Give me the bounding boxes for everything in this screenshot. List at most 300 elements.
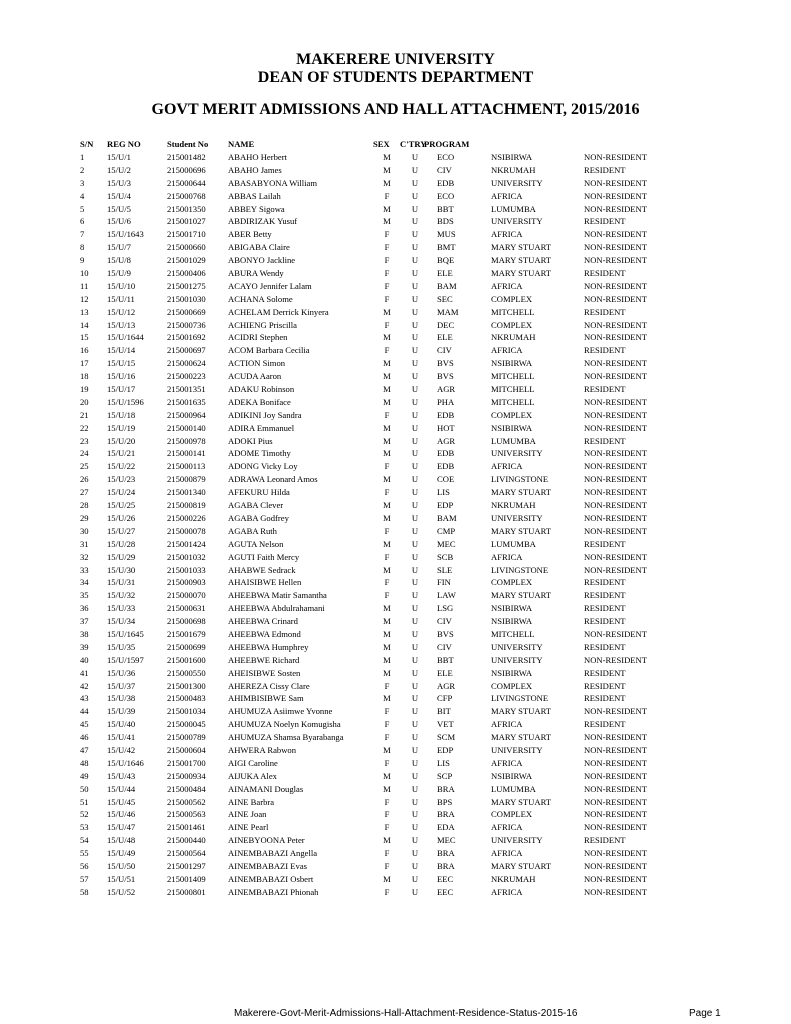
cell-sex: M xyxy=(383,693,391,704)
cell-sn: 58 xyxy=(80,886,89,897)
cell-hall: COMPLEX xyxy=(491,409,533,420)
cell-country: U xyxy=(411,422,419,433)
table-row xyxy=(80,254,680,267)
cell-reg-no: 15/U/37 xyxy=(107,680,136,691)
cell-residence-status: NON-RESIDENT xyxy=(584,177,648,188)
cell-sn: 49 xyxy=(80,770,89,781)
cell-student-no: 215001600 xyxy=(167,654,206,665)
cell-name: ADRAWA Leonard Amos xyxy=(228,474,318,485)
cell-residence-status: NON-RESIDENT xyxy=(584,796,648,807)
cell-name: ACIDRI Stephen xyxy=(228,332,288,343)
cell-student-no: 215000697 xyxy=(167,345,206,356)
cell-name: ACHELAM Derrick Kinyera xyxy=(228,306,329,317)
cell-residence-status: NON-RESIDENT xyxy=(584,461,648,472)
cell-sn: 36 xyxy=(80,603,89,614)
cell-reg-no: 15/U/22 xyxy=(107,461,136,472)
cell-student-no: 215001033 xyxy=(167,564,206,575)
cell-reg-no: 15/U/19 xyxy=(107,422,136,433)
cell-reg-no: 15/U/34 xyxy=(107,616,136,627)
cell-sn: 9 xyxy=(80,255,85,266)
cell-program: BVS xyxy=(437,358,454,369)
cell-program: BRA xyxy=(437,783,455,794)
cell-sex: M xyxy=(383,435,391,446)
cell-program: AGR xyxy=(437,384,456,395)
cell-sex: M xyxy=(383,500,391,511)
table-row xyxy=(80,370,680,383)
cell-residence-status: NON-RESIDENT xyxy=(584,293,648,304)
cell-reg-no: 15/U/29 xyxy=(107,551,136,562)
cell-sn: 52 xyxy=(80,809,89,820)
cell-name: AIJUKA Alex xyxy=(228,770,277,781)
cell-name: AHEEBWA Humphrey xyxy=(228,641,309,652)
cell-sn: 55 xyxy=(80,848,89,859)
cell-country: U xyxy=(411,384,419,395)
cell-name: AGABA Ruth xyxy=(228,525,277,536)
cell-reg-no: 15/U/7 xyxy=(107,242,131,253)
cell-student-no: 215001275 xyxy=(167,280,206,291)
cell-sn: 41 xyxy=(80,667,89,678)
table-row xyxy=(80,886,680,899)
cell-sex: F xyxy=(384,525,390,536)
cell-sex: M xyxy=(383,654,391,665)
cell-reg-no: 15/U/1596 xyxy=(107,396,144,407)
cell-student-no: 215000698 xyxy=(167,616,206,627)
cell-sn: 39 xyxy=(80,641,89,652)
cell-sn: 20 xyxy=(80,396,89,407)
cell-residence-status: NON-RESIDENT xyxy=(584,409,648,420)
cell-name: AGUTA Nelson xyxy=(228,538,284,549)
cell-student-no: 215000604 xyxy=(167,744,206,755)
table-row xyxy=(80,190,680,203)
cell-hall: MARY STUART xyxy=(491,590,552,601)
cell-student-no: 215001409 xyxy=(167,873,206,884)
cell-sex: M xyxy=(383,396,391,407)
cell-reg-no: 15/U/18 xyxy=(107,409,136,420)
cell-sex: M xyxy=(383,358,391,369)
cell-program: BRA xyxy=(437,809,455,820)
cell-hall: MARY STUART xyxy=(491,732,552,743)
cell-hall: LIVINGSTONE xyxy=(491,474,549,485)
cell-sex: M xyxy=(383,628,391,639)
table-row xyxy=(80,821,680,834)
cell-program: LIS xyxy=(437,757,450,768)
table-row xyxy=(80,628,680,641)
cell-hall: NSIBIRWA xyxy=(491,667,533,678)
cell-reg-no: 15/U/1644 xyxy=(107,332,144,343)
cell-student-no: 215000631 xyxy=(167,603,206,614)
cell-reg-no: 15/U/1643 xyxy=(107,229,144,240)
cell-student-no: 215000934 xyxy=(167,770,206,781)
cell-hall: UNIVERSITY xyxy=(491,835,543,846)
cell-sex: M xyxy=(383,783,391,794)
cell-program: BPS xyxy=(437,796,453,807)
cell-country: U xyxy=(411,216,419,227)
cell-hall: MARY STUART xyxy=(491,268,552,279)
cell-residence-status: RESIDENT xyxy=(584,835,626,846)
cell-sn: 16 xyxy=(80,345,89,356)
cell-sn: 27 xyxy=(80,487,89,498)
cell-student-no: 215000141 xyxy=(167,448,206,459)
table-row xyxy=(80,306,680,319)
cell-hall: LUMUMBA xyxy=(491,538,536,549)
cell-student-no: 215001692 xyxy=(167,332,206,343)
cell-student-no: 215000484 xyxy=(167,783,206,794)
cell-reg-no: 15/U/26 xyxy=(107,512,136,523)
cell-sex: M xyxy=(383,744,391,755)
cell-sex: M xyxy=(383,641,391,652)
table-row xyxy=(80,538,680,551)
cell-country: U xyxy=(411,255,419,266)
cell-hall: UNIVERSITY xyxy=(491,177,543,188)
cell-name: AHEEBWE Richard xyxy=(228,654,300,665)
cell-hall: NKRUMAH xyxy=(491,500,536,511)
cell-hall: MARY STUART xyxy=(491,242,552,253)
cell-hall: MARY STUART xyxy=(491,255,552,266)
cell-program: BVS xyxy=(437,371,454,382)
cell-residence-status: NON-RESIDENT xyxy=(584,757,648,768)
cell-reg-no: 15/U/5 xyxy=(107,203,131,214)
cell-student-no: 215000768 xyxy=(167,190,206,201)
cell-name: AINAMANI Douglas xyxy=(228,783,304,794)
cell-sn: 44 xyxy=(80,706,89,717)
cell-name: ACOM Barbara Cecilia xyxy=(228,345,310,356)
cell-country: U xyxy=(411,654,419,665)
table-row xyxy=(80,667,680,680)
cell-sn: 21 xyxy=(80,409,89,420)
cell-country: U xyxy=(411,848,419,859)
cell-hall: MITCHELL xyxy=(491,306,535,317)
cell-country: U xyxy=(411,603,419,614)
cell-country: U xyxy=(411,551,419,562)
cell-name: AHEEBWA Crinard xyxy=(228,616,298,627)
cell-country: U xyxy=(411,268,419,279)
cell-hall: LUMUMBA xyxy=(491,435,536,446)
table-row xyxy=(80,615,680,628)
cell-reg-no: 15/U/16 xyxy=(107,371,136,382)
cell-student-no: 215000483 xyxy=(167,693,206,704)
cell-name: ADIKINI Joy Sandra xyxy=(228,409,302,420)
cell-sn: 5 xyxy=(80,203,85,214)
cell-hall: AFRICA xyxy=(491,757,523,768)
cell-hall: COMPLEX xyxy=(491,680,533,691)
cell-program: SCB xyxy=(437,551,454,562)
cell-program: LSG xyxy=(437,603,454,614)
table-row xyxy=(80,241,680,254)
cell-name: ADAKU Robinson xyxy=(228,384,295,395)
cell-sex: F xyxy=(384,280,390,291)
table-row xyxy=(80,692,680,705)
cell-country: U xyxy=(411,564,419,575)
cell-country: U xyxy=(411,783,419,794)
document-title: GOVT MERIT ADMISSIONS AND HALL ATTACHMENT, 2015/2016 xyxy=(151,101,640,118)
cell-hall: UNIVERSITY xyxy=(491,512,543,523)
cell-name: AHABWE Sedrack xyxy=(228,564,296,575)
cell-student-no: 215000819 xyxy=(167,500,206,511)
cell-reg-no: 15/U/45 xyxy=(107,796,136,807)
table-row xyxy=(80,731,680,744)
cell-residence-status: RESIDENT xyxy=(584,577,626,588)
cell-program: MEC xyxy=(437,538,456,549)
cell-residence-status: NON-RESIDENT xyxy=(584,564,648,575)
cell-reg-no: 15/U/50 xyxy=(107,860,136,871)
cell-program: ELE xyxy=(437,268,453,279)
cell-sex: F xyxy=(384,190,390,201)
cell-sex: F xyxy=(384,487,390,498)
cell-program: SCM xyxy=(437,732,456,743)
cell-residence-status: NON-RESIDENT xyxy=(584,152,648,162)
cell-sn: 38 xyxy=(80,628,89,639)
cell-country: U xyxy=(411,796,419,807)
cell-program: CIV xyxy=(437,345,452,356)
table-row xyxy=(80,512,680,525)
cell-program: ECO xyxy=(437,190,455,201)
table-row xyxy=(80,228,680,241)
cell-residence-status: NON-RESIDENT xyxy=(584,654,648,665)
cell-name: AHEREZA Cissy Clare xyxy=(228,680,310,691)
cell-reg-no: 15/U/46 xyxy=(107,809,136,820)
table-row xyxy=(80,680,680,693)
cell-sex: F xyxy=(384,319,390,330)
cell-name: ADIRA Emmanuel xyxy=(228,422,295,433)
cell-student-no: 215000644 xyxy=(167,177,206,188)
cell-program: CMP xyxy=(437,525,456,536)
cell-residence-status: NON-RESIDENT xyxy=(584,358,648,369)
cell-hall: MITCHELL xyxy=(491,384,535,395)
cell-reg-no: 15/U/39 xyxy=(107,706,136,717)
cell-name: AINEMBABAZI Angella xyxy=(228,848,318,859)
cell-hall: AFRICA xyxy=(491,345,523,356)
cell-sex: F xyxy=(384,757,390,768)
table-row xyxy=(80,860,680,873)
cell-reg-no: 15/U/32 xyxy=(107,590,136,601)
cell-student-no: 215001700 xyxy=(167,757,206,768)
table-row xyxy=(80,551,680,564)
cell-country: U xyxy=(411,693,419,704)
cell-country: U xyxy=(411,873,419,884)
cell-sex: M xyxy=(383,203,391,214)
cell-name: ABASABYONA William xyxy=(228,177,318,188)
cell-reg-no: 15/U/24 xyxy=(107,487,136,498)
cell-student-no: 215000550 xyxy=(167,667,206,678)
cell-reg-no: 15/U/30 xyxy=(107,564,136,575)
cell-program: BAM xyxy=(437,512,457,523)
cell-residence-status: NON-RESIDENT xyxy=(584,487,648,498)
cell-residence-status: RESIDENT xyxy=(584,345,626,356)
table-row xyxy=(80,576,680,589)
cell-residence-status: RESIDENT xyxy=(584,693,626,704)
cell-name: ABONYO Jackline xyxy=(228,255,296,266)
cell-reg-no: 15/U/9 xyxy=(107,268,131,279)
cell-student-no: 215001351 xyxy=(167,384,206,395)
cell-program: SCP xyxy=(437,770,453,781)
cell-residence-status: NON-RESIDENT xyxy=(584,242,648,253)
table-row xyxy=(80,770,680,783)
cell-name: AHIMBISIBWE Sam xyxy=(228,693,304,704)
cell-program: SEC xyxy=(437,293,453,304)
cell-program: CIV xyxy=(437,616,452,627)
cell-reg-no: 15/U/8 xyxy=(107,255,131,266)
cell-country: U xyxy=(411,358,419,369)
cell-hall: MARY STUART xyxy=(491,525,552,536)
cell-reg-no: 15/U/36 xyxy=(107,667,136,678)
cell-residence-status: NON-RESIDENT xyxy=(584,396,648,407)
cell-sn: 40 xyxy=(80,654,89,665)
table-body xyxy=(80,151,680,899)
cell-sex: F xyxy=(384,293,390,304)
table-row xyxy=(80,718,680,731)
cell-program: BAM xyxy=(437,280,457,291)
cell-hall: MITCHELL xyxy=(491,396,535,407)
cell-sex: M xyxy=(383,667,391,678)
cell-reg-no: 15/U/13 xyxy=(107,319,136,330)
cell-name: ACUDA Aaron xyxy=(228,371,282,382)
cell-sn: 54 xyxy=(80,835,89,846)
cell-residence-status: NON-RESIDENT xyxy=(584,448,648,459)
cell-student-no: 215000070 xyxy=(167,590,206,601)
cell-reg-no: 15/U/12 xyxy=(107,306,136,317)
cell-hall: NSIBIRWA xyxy=(491,770,533,781)
cell-student-no: 215001030 xyxy=(167,293,206,304)
table-row xyxy=(80,215,680,228)
cell-program: MEC xyxy=(437,835,456,846)
table-row xyxy=(80,460,680,473)
cell-country: U xyxy=(411,577,419,588)
cell-country: U xyxy=(411,448,419,459)
cell-sex: M xyxy=(383,474,391,485)
table-row xyxy=(80,641,680,654)
cell-residence-status: NON-RESIDENT xyxy=(584,500,648,511)
cell-name: ADEKA Boniface xyxy=(228,396,291,407)
cell-sn: 13 xyxy=(80,306,89,317)
cell-country: U xyxy=(411,319,419,330)
cell-program: SLE xyxy=(437,564,453,575)
cell-sex: F xyxy=(384,409,390,420)
cell-student-no: 215001635 xyxy=(167,396,206,407)
cell-hall: AFRICA xyxy=(491,848,523,859)
cell-reg-no: 15/U/35 xyxy=(107,641,136,652)
cell-name: AINEMBABAZI Phionah xyxy=(228,886,319,897)
cell-reg-no: 15/U/52 xyxy=(107,886,136,897)
cell-sn: 48 xyxy=(80,757,89,768)
cell-residence-status: NON-RESIDENT xyxy=(584,229,648,240)
cell-name: AINEMBABAZI Osbert xyxy=(228,873,314,884)
cell-hall: AFRICA xyxy=(491,280,523,291)
cell-hall: AFRICA xyxy=(491,822,523,833)
cell-sn: 50 xyxy=(80,783,89,794)
cell-hall: AFRICA xyxy=(491,190,523,201)
cell-reg-no: 15/U/38 xyxy=(107,693,136,704)
cell-student-no: 215000696 xyxy=(167,164,206,175)
table-row xyxy=(80,177,680,190)
cell-sex: F xyxy=(384,848,390,859)
cell-sex: M xyxy=(383,216,391,227)
cell-residence-status: RESIDENT xyxy=(584,719,626,730)
cell-student-no: 215000624 xyxy=(167,358,206,369)
cell-program: CFP xyxy=(437,693,453,704)
cell-reg-no: 15/U/23 xyxy=(107,474,136,485)
cell-name: ABBAS Lailah xyxy=(228,190,281,201)
cell-reg-no: 15/U/4 xyxy=(107,190,131,201)
cell-sn: 43 xyxy=(80,693,89,704)
cell-reg-no: 15/U/42 xyxy=(107,744,136,755)
cell-name: ABDIRIZAK Yusuf xyxy=(228,216,298,227)
cell-sex: M xyxy=(383,177,391,188)
cell-sn: 28 xyxy=(80,500,89,511)
cell-country: U xyxy=(411,229,419,240)
cell-hall: MARY STUART xyxy=(491,796,552,807)
cell-hall: NKRUMAH xyxy=(491,164,536,175)
cell-reg-no: 15/U/33 xyxy=(107,603,136,614)
cell-residence-status: RESIDENT xyxy=(584,384,626,395)
cell-sex: F xyxy=(384,461,390,472)
cell-residence-status: NON-RESIDENT xyxy=(584,809,648,820)
cell-sn: 57 xyxy=(80,873,89,884)
cell-name: ADONG Vicky Loy xyxy=(228,461,298,472)
cell-student-no: 215000801 xyxy=(167,886,206,897)
cell-sex: F xyxy=(384,796,390,807)
cell-country: U xyxy=(411,435,419,446)
cell-sex: M xyxy=(383,603,391,614)
cell-sn: 26 xyxy=(80,474,89,485)
cell-sex: M xyxy=(383,422,391,433)
cell-program: AGR xyxy=(437,435,456,446)
cell-sex: F xyxy=(384,345,390,356)
cell-residence-status: RESIDENT xyxy=(584,435,626,446)
cell-program: ELE xyxy=(437,332,453,343)
cell-residence-status: NON-RESIDENT xyxy=(584,628,648,639)
cell-sn: 53 xyxy=(80,822,89,833)
cell-sn: 24 xyxy=(80,448,89,459)
header-student-no: Student No xyxy=(167,139,209,149)
cell-name: AGUTI Faith Mercy xyxy=(228,551,300,562)
cell-reg-no: 15/U/43 xyxy=(107,770,136,781)
cell-name: AHEEBWA Edmond xyxy=(228,628,301,639)
header-name: NAME xyxy=(228,139,255,149)
cell-reg-no: 15/U/1 xyxy=(107,152,131,162)
cell-sn: 10 xyxy=(80,268,89,279)
cell-sex: F xyxy=(384,706,390,717)
cell-name: AHEEBWA Matir Samantha xyxy=(228,590,327,601)
cell-hall: NSIBIRWA xyxy=(491,358,533,369)
cell-program: EDB xyxy=(437,409,455,420)
cell-name: ACTION Simon xyxy=(228,358,286,369)
cell-sn: 37 xyxy=(80,616,89,627)
cell-sn: 31 xyxy=(80,538,89,549)
table-row xyxy=(80,422,680,435)
cell-sn: 25 xyxy=(80,461,89,472)
cell-reg-no: 15/U/1646 xyxy=(107,757,144,768)
cell-hall: AFRICA xyxy=(491,719,523,730)
table-row xyxy=(80,435,680,448)
cell-country: U xyxy=(411,732,419,743)
table-row xyxy=(80,499,680,512)
cell-student-no: 215001027 xyxy=(167,216,206,227)
cell-student-no: 215001350 xyxy=(167,203,206,214)
cell-reg-no: 15/U/48 xyxy=(107,835,136,846)
table-row xyxy=(80,344,680,357)
cell-sex: M xyxy=(383,835,391,846)
cell-reg-no: 15/U/14 xyxy=(107,345,136,356)
cell-student-no: 215000563 xyxy=(167,809,206,820)
table-row xyxy=(80,409,680,422)
cell-hall: UNIVERSITY xyxy=(491,654,543,665)
cell-sex: F xyxy=(384,590,390,601)
cell-name: AHAISIBWE Hellen xyxy=(228,577,302,588)
cell-name: AGABA Clever xyxy=(228,500,284,511)
cell-program: BBT xyxy=(437,654,454,665)
table-row xyxy=(80,267,680,280)
cell-hall: NSIBIRWA xyxy=(491,422,533,433)
